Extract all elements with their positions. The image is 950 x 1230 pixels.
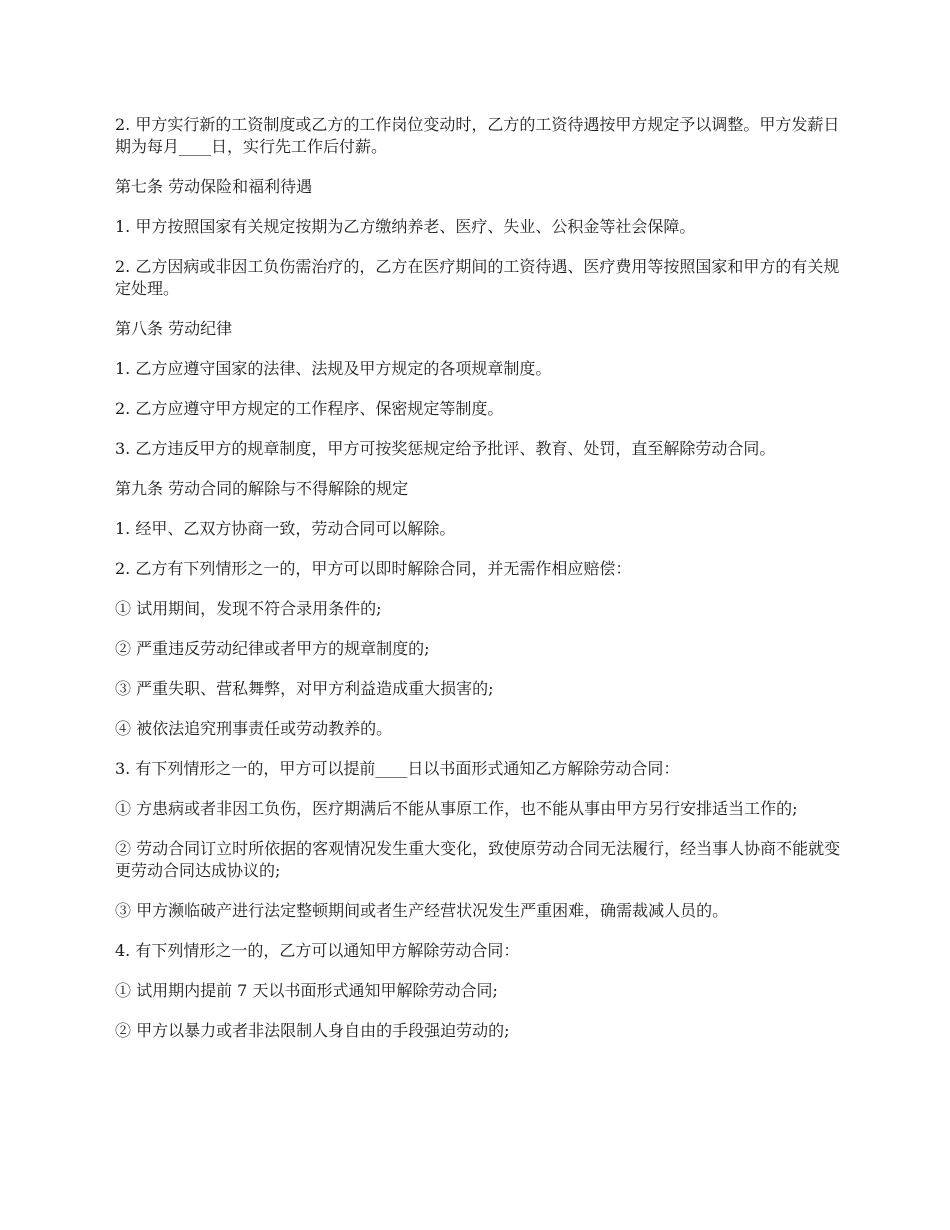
heading-article-9: 第九条 劳动合同的解除与不得解除的规定 xyxy=(115,479,409,498)
paragraph-obey-laws: 1. 乙方应遵守国家的法律、法规及甲方规定的各项规章制度。 xyxy=(115,359,552,378)
paragraph-medical-treatment: 2. 乙方因病或非因工负伤需治疗的，乙方在医疗期间的工资待遇、医疗费用等按照国家和甲方的有关规定处理。 xyxy=(115,257,840,298)
list-item: ① 方患病或者非因工负伤，医疗期满后不能从事原工作，也不能从事由甲方另行安排适当工作的; xyxy=(115,799,798,818)
paragraph-employee-termination: 4. 有下列情形之一的，乙方可以通知甲方解除劳动合同： xyxy=(115,941,520,960)
list-item: ① 试用期间，发现不符合录用条件的; xyxy=(115,599,382,618)
paragraph-salary-adjustment: 2. 甲方实行新的工资制度或乙方的工作岗位变动时，乙方的工资待遇按甲方规定予以调整。甲方发薪日期为每月____日，实行先工作后付薪。 xyxy=(115,115,840,156)
list-item: ③ 严重失职、营私舞弊，对甲方利益造成重大损害的; xyxy=(115,679,494,698)
heading-article-8: 第八条 劳动纪律 xyxy=(115,319,233,338)
paragraph-immediate-termination: 2. 乙方有下列情形之一的，甲方可以即时解除合同，并无需作相应赔偿： xyxy=(115,559,632,578)
paragraph-social-insurance: 1. 甲方按照国家有关规定按期为乙方缴纳养老、医疗、失业、公积金等社会保障。 xyxy=(115,217,696,236)
paragraph-discipline-violation: 3. 乙方违反甲方的规章制度，甲方可按奖惩规定给予批评、教育、处罚，直至解除劳动合同。 xyxy=(115,439,776,458)
document-body xyxy=(115,114,855,1060)
list-item: ③ 甲方濒临破产进行法定整顿期间或者生产经营状况发生严重困难，确需裁减人员的。 xyxy=(115,901,729,920)
list-item: ② 甲方以暴力或者非法限制人身自由的手段强迫劳动的; xyxy=(115,1021,510,1040)
list-item: ④ 被依法追究刑事责任或劳动教养的。 xyxy=(115,719,393,738)
heading-article-7: 第七条 劳动保险和福利待遇 xyxy=(115,177,313,196)
list-item: ② 严重违反劳动纪律或者甲方的规章制度的; xyxy=(115,639,430,658)
paragraph-notice-termination: 3. 有下列情形之一的，甲方可以提前____日以书面形式通知乙方解除劳动合同： xyxy=(115,759,680,778)
paragraph-work-procedures: 2. 乙方应遵守甲方规定的工作程序、保密规定等制度。 xyxy=(115,399,504,418)
paragraph-mutual-termination: 1. 经甲、乙双方协商一致，劳动合同可以解除。 xyxy=(115,519,456,538)
list-item: ② 劳动合同订立时所依据的客观情况发生重大变化，致使原劳动合同无法履行，经当事人协商不能就变更劳动合同达成协议的; xyxy=(115,839,841,880)
list-item: ① 试用期内提前 7 天以书面形式通知甲解除劳动合同; xyxy=(115,981,498,1000)
